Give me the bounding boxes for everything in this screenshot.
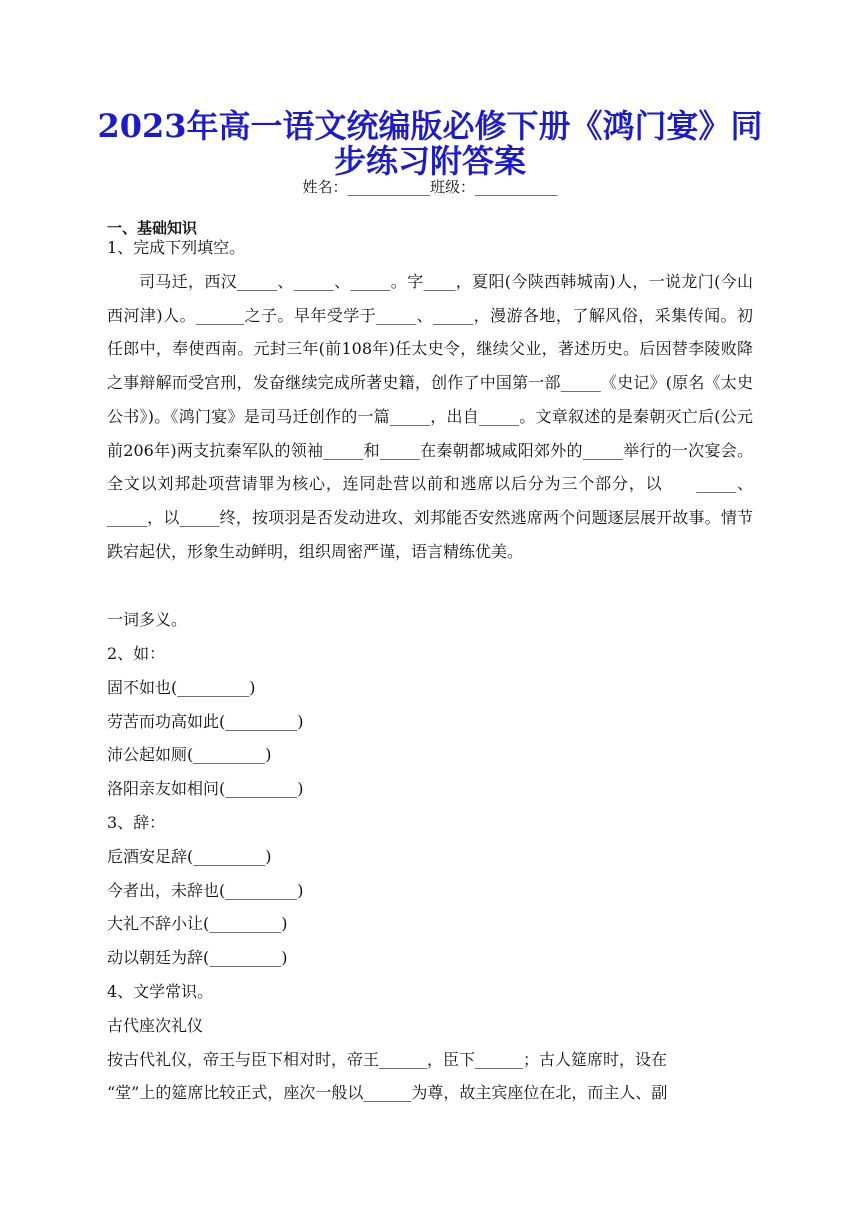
polysemy-heading: 一词多义。: [107, 610, 188, 629]
q3-item: 今者出，未辞也(_________): [107, 881, 304, 900]
document-title-line-1: 2023年高一语文统编版必修下册《鸿门宴》同: [97, 107, 763, 145]
question-4: 4、文学常识。: [107, 982, 214, 1001]
name-class-line: 姓名：___________班级：___________: [302, 178, 558, 196]
document-title-line-2: 步练习附答案: [333, 142, 526, 180]
q4-text-line: 按古代礼仪，帝王与臣下相对时，帝王______，臣下______；古人筵席时，设在: [107, 1050, 668, 1069]
q4-text-line: “堂”上的筵席比较正式，座次一般以______为尊，故主宾座位在北，而主人、副: [107, 1083, 668, 1102]
q2-item: 固不如也(_________): [107, 678, 256, 697]
q3-item: 动以朝廷为辞(_________): [107, 948, 288, 967]
q3-item: 卮酒安足辞(_________): [107, 847, 272, 866]
q3-item: 大礼不辞小让(_________): [107, 914, 288, 933]
q2-item: 劳苦而功高如此(_________): [107, 712, 304, 731]
section-heading: 一、基础知识: [107, 219, 198, 237]
question-3: 3、辞：: [107, 813, 166, 832]
q2-item: 沛公起如厕(_________): [107, 745, 272, 764]
q4-subheading: 古代座次礼仪: [107, 1016, 204, 1035]
question-1: 1、完成下列填空。: [107, 238, 246, 257]
q2-item: 洛阳亲友如相问(_________): [107, 779, 304, 798]
question-1-paragraph: 司马迁，西汉_____、_____、_____。字____，夏阳(今陕西韩城南)人，一说龙门(今山西河津)人。______之子。早年受学于_____、_____，漫游各地，了解风俗，采集传闻。初任郎中，奉使西南。元封三年(前108年)任太史令，继续父业，著述历史。后因替李陵败降之事辩解而受宫刑，发奋继续完成所著史籍，创作了中国第一部_____《史记》(原名《太史公书》)。《鸿门宴》是司马迁创作的一篇_____，出自_____。文章叙述的是秦朝灭亡后(公元前206年)两支抗秦军队的领袖_____和_____在秦朝都城咸阳郊外的_____举行的一次宴会。全文以刘邦赴项营请罪为核心，连同赴营以前和逃席以后分为三个部分，以 _____、_____，以_____终，按项羽是否发动进攻、刘邦能否安然逃席两个问题逐层展开故事。情节跌宕起伏，形象生动鲜明，组织周密严谨，语言精练优美。: [107, 272, 753, 561]
question-2: 2、如：: [107, 644, 166, 663]
